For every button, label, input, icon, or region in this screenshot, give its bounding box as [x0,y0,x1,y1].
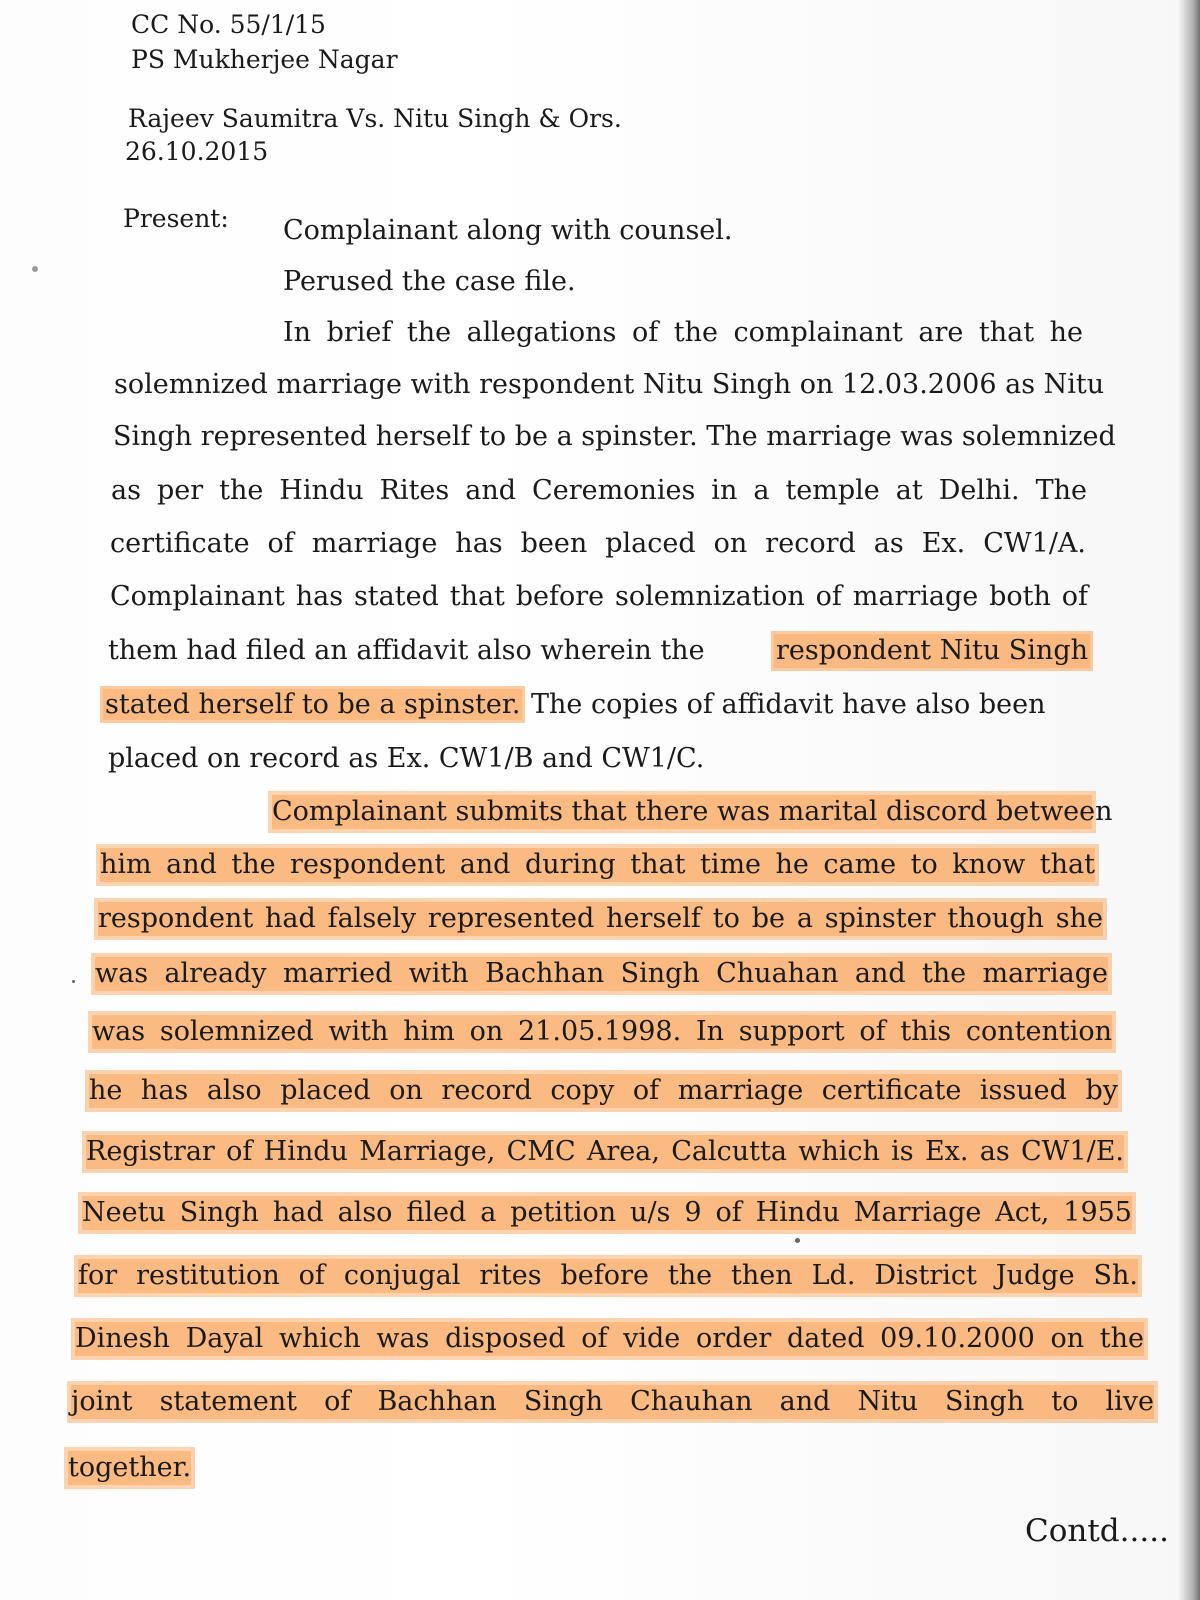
scan-speck [32,266,38,272]
para1-line-9: placed on record as Ex. CW1/B and CW1/C. [108,743,705,774]
para2-line-2: him and the respondent and during that time he came to know that [100,849,1095,880]
case-number: CC No. 55/1/15 [131,10,326,39]
para1-line-1: In brief the allegations of the complainant are that he [283,317,1083,348]
para1-line-8-text: The copies of affidavit have also been [522,689,1046,720]
present-label: Present: [123,204,229,233]
para2-line-8: Neetu Singh had also filed a petition u/s 9 of Hindu Marriage Act, 1955 [82,1197,1132,1228]
para2-line-12: together. [68,1452,192,1483]
para1-line-7 [108,634,1090,668]
highlight-stated-spinster: stated herself to be a spinster. [105,689,521,720]
present-line-1: Complainant along with counsel. [283,215,733,246]
para2-line-4: was already married with Bachhan Singh Chuahan and the marriage [95,958,1108,989]
para2-line-7: Registrar of Hindu Marriage, CMC Area, Calcutta which is Ex. as CW1/E. [86,1136,1124,1167]
scan-edge-shadow [1178,0,1200,1600]
highlight-respondent-nitu-singh: respondent Nitu Singh [775,635,1088,666]
para1-line-5: certificate of marriage has been placed on record as Ex. CW1/A. [110,528,1086,559]
para2-line-3: respondent had falsely represented herself to be a spinster though she [98,903,1103,934]
order-date: 26.10.2015 [125,137,269,166]
case-parties: Rajeev Saumitra Vs. Nitu Singh & Ors. [128,104,622,133]
para2-line-5: was solemnized with him on 21.05.1998. In support of this contention [92,1016,1112,1047]
para2-line-1: Complainant submits that there was marital discord between [272,796,1113,827]
continued-marker: Contd..... [1025,1513,1169,1549]
present-line-2: Perused the case file. [283,266,576,297]
para2-line-10: Dinesh Dayal which was disposed of vide order dated 09.10.2000 on the [75,1323,1144,1354]
para1-line-6: Complainant has stated that before solemnization of marriage both of [110,581,1088,612]
para1-line-8 [103,688,1087,722]
para1-line-7-text: them had filed an affidavit also wherein the [108,635,705,666]
para2-line-9: for restitution of conjugal rites before the then Ld. District Judge Sh. [78,1260,1138,1291]
police-station: PS Mukherjee Nagar [131,45,398,74]
para1-line-4: as per the Hindu Rites and Ceremonies in a temple at Delhi. The [111,475,1087,506]
para1-line-3: Singh represented herself to be a spinster. The marriage was solemnized [113,421,1116,452]
scan-speck [72,980,75,983]
scan-speck [795,1238,800,1243]
para2-line-6: he has also placed on record copy of marriage certificate issued by [89,1075,1118,1106]
para1-line-2: solemnized marriage with respondent Nitu Singh on 12.03.2006 as Nitu [114,369,1105,400]
para2-line-11: joint statement of Bachhan Singh Chauhan and Nitu Singh to live [71,1386,1154,1417]
